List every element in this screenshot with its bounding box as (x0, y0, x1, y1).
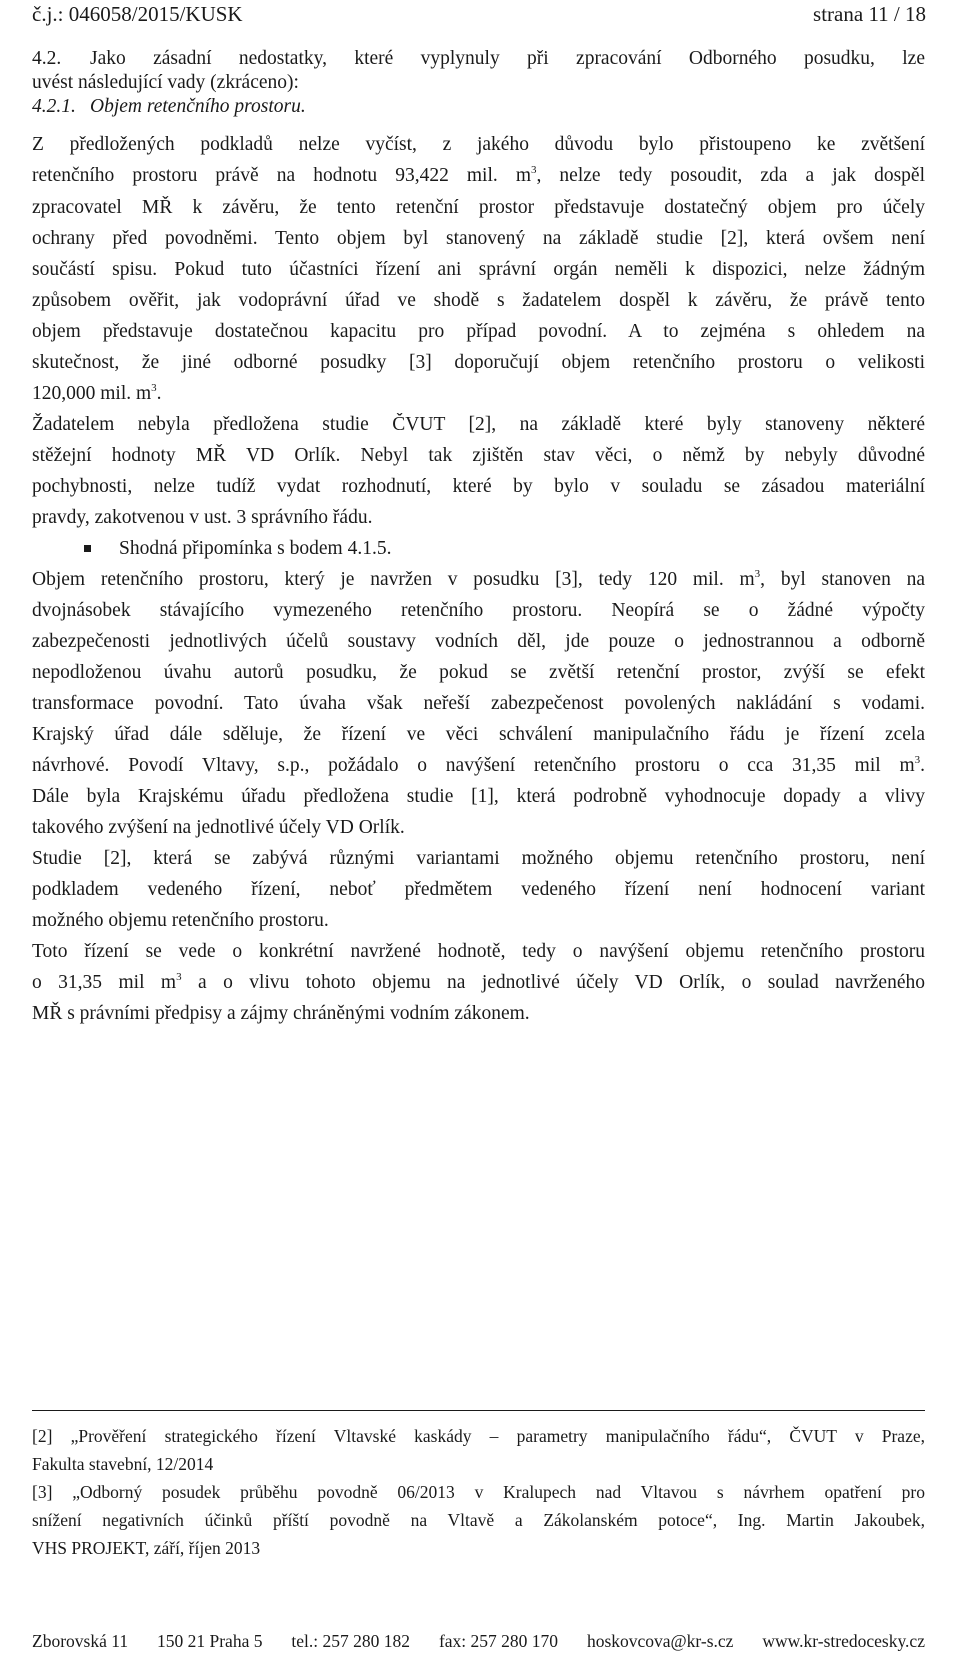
text-line: 120,000 mil. $m^3$. (32, 382, 162, 404)
text-line: Dále byla Krajskému úřadu předložena studie [1], která podrobně vyhodnocuje dopady a vlivy (32, 786, 925, 807)
footer-email: hoskovcova@kr-s.cz (586, 1631, 734, 1651)
footer-city: 150 21 Praha 5 (157, 1631, 263, 1651)
text-line: způsobem ověřit, jak vodoprávní úřad ve shodě s žadatelem dospěl k závěru, že právě tento (32, 290, 925, 311)
text-line: dvojnásobek stávajícího vymezeného retenčního prostoru. Neopírá se o žádné výpočty (32, 600, 925, 621)
text-line: součástí spisu. Pokud tuto účastníci řízení ani správní orgán neměli k dispozici, nelze žádným (32, 259, 925, 280)
text-line: návrhové. Povodí Vltavy, s.p., požádalo o navýšení retenčního prostoru o cca 31,35 mil $m^3$. (32, 754, 925, 776)
footnote-line: [2] „Prověření strategického řízení Vltavské kaskády – parametry manipulačního řádu“, ČVUT v Praze, (32, 1426, 925, 1446)
text-line: transformace povodní. Tato úvaha však neřeší zabezpečenost povolených nakládání s vodami. (32, 693, 925, 714)
text-line: stěžejní hodnoty MŘ VD Orlík. Nebyl tak zjištěn stav věci, o němž by nebyly důvodné (32, 445, 925, 466)
bullet-item (32, 537, 391, 561)
text-line: Z předložených podkladů nelze vyčíst, z jakého důvodu bylo přistoupeno ke zvětšení (32, 134, 925, 155)
text-line: Objem retenčního prostoru, který je navržen v posudku [3], tedy 120 mil. $m^3$, byl stanoven na (32, 568, 925, 590)
section-number: 4.2. (32, 48, 62, 69)
text-line: nepodloženou úvahu autorů posudku, že pokud se zvětší retenční prostor, zvýší se efekt (32, 662, 925, 683)
document-reference: č.j.: 046058/2015/KUSK (32, 2, 243, 26)
text-line: retenčního prostoru právě na hodnotu 93,422 mil. $m^3$, nelze tedy posoudit, zda a jak dospěl (32, 164, 925, 186)
footnote-line: [3] „Odborný posudek průběhu povodně 06/2013 v Kralupech nad Vltavou s návrhem opatření pro (32, 1482, 925, 1502)
footnote-divider (32, 1410, 925, 1411)
section-title-line-1: Jako zásadní nedostatky, které vyplynuly při zpracování Odborného posudku, lze (90, 48, 925, 69)
footer-website: www.kr-stredocesky.cz (762, 1631, 925, 1651)
text-line: zabezpečenosti jednotlivých účelů soustavy vodních děl, jde pouze o jednostrannou a odborně (32, 631, 925, 652)
text-line: MŘ s právními předpisy a zájmy chráněnými vodním zákonem. (32, 1003, 530, 1024)
text-line: Studie [2], která se zabývá různými variantami možného objemu retenčního prostoru, není (32, 848, 925, 869)
subsection-title: Objem retenčního prostoru. (90, 96, 306, 117)
footer-fax: fax: 257 280 170 (438, 1631, 559, 1651)
page-footer (32, 1630, 925, 1652)
footnote-line: snížení negativních účinků příští povodně na Vltavě a Zákolanském potoce“, Ing. Martin Jakoubek, (32, 1510, 925, 1530)
footer-phone: tel.: 257 280 182 (291, 1631, 411, 1651)
text-line: možného objemu retenčního prostoru. (32, 910, 329, 931)
subsection-heading (32, 95, 306, 119)
text-line: zpracovatel MŘ k závěru, že tento retenční prostor představuje dostatečný objem pro účely (32, 197, 925, 218)
subsection-number: 4.2.1. (32, 96, 76, 117)
text-line: objem představuje dostatečnou kapacitu pro případ povodní. A to zejména s ohledem na (32, 321, 925, 342)
section-title-line-2: uvést následující vady (zkráceno): (32, 72, 299, 93)
footnote-line: Fakulta stavební, 12/2014 (32, 1454, 214, 1474)
text-line: Krajský úřad dále sděluje, že řízení ve věci schválení manipulačního řádu je řízení zcela (32, 724, 925, 745)
footnote-line: VHS PROJEKT, září, říjen 2013 (32, 1538, 261, 1558)
bullet-text: Shodná připomínka s bodem 4.1.5. (119, 538, 392, 559)
text-line: takového zvýšení na jednotlivé účely VD Orlík. (32, 817, 405, 838)
text-line: pravdy, zakotvenou v ust. 3 správního řádu. (32, 507, 373, 528)
text-line: o 31,35 mil $m^3$ a o vlivu tohoto objemu na jednotlivé účely VD Orlík, o soulad navrženého (32, 971, 925, 993)
footer-street: Zborovská 11 (32, 1631, 129, 1651)
text-line: ochrany před povodněmi. Tento objem byl stanovený na základě studie [2], která ovšem není (32, 228, 925, 249)
text-line: Žadatelem nebyla předložena studie ČVUT [2], na základě které byly stanoveny některé (32, 414, 925, 435)
page-number: strana 11 / 18 (813, 2, 926, 26)
text-line: skutečnost, že jiné odborné posudky [3] doporučují objem retenčního prostoru o velikosti (32, 352, 925, 373)
text-line: podkladem vedeného řízení, neboť předmětem vedeného řízení není hodnocení variant (32, 879, 925, 900)
text-line: pochybnosti, nelze tudíž vydat rozhodnutí, které by bylo v souladu se zásadou materiální (32, 476, 925, 497)
text-line: Toto řízení se vede o konkrétní navržené hodnotě, tedy o navýšení objemu retenčního prostoru (32, 941, 925, 962)
square-bullet-icon (84, 545, 91, 552)
